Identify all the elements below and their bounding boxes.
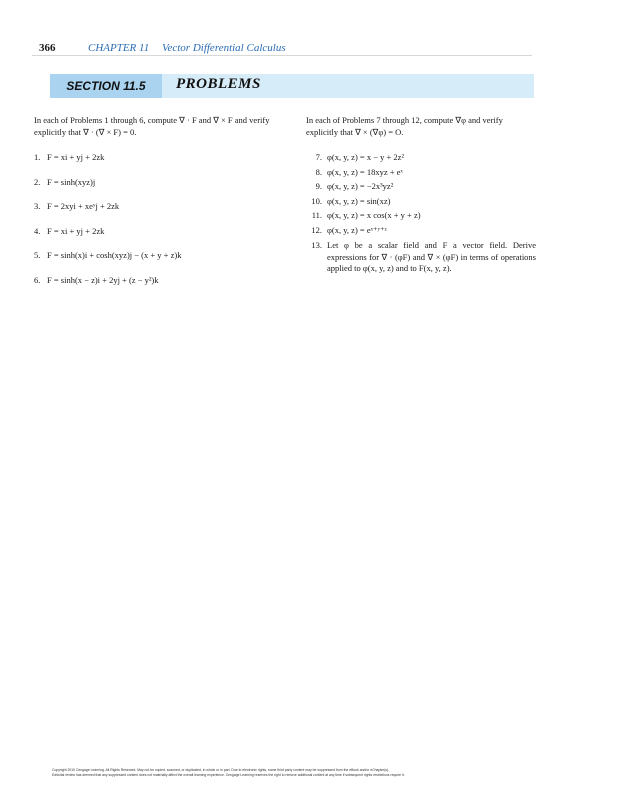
section-title: PROBLEMS <box>176 76 261 92</box>
section-tab <box>50 74 162 98</box>
header-rule <box>32 55 532 56</box>
problem-item <box>34 250 284 262</box>
problem-number: 13. <box>311 240 322 250</box>
copyright-line: Copyright 2010 Cengage Learning. All Rights Reserved. May not be copied, scanned, or duplicated, in whole or in part. Due to electronic rights, some third party content may be suppressed from the eBook and/or eChapter(s). <box>52 768 390 772</box>
problem-number: 11. <box>311 210 322 220</box>
left-column <box>34 115 284 299</box>
right-intro: In each of Problems 7 through 12, compute ∇φ and verify explicitly that ∇ × (∇φ) = O. <box>306 115 503 137</box>
running-head <box>88 42 286 54</box>
problem-number: 4. <box>34 225 41 236</box>
problem-number: 1. <box>34 152 41 162</box>
problem-item <box>306 196 536 208</box>
copyright-line: Editorial review has deemed that any suppressed content does not materially affect the overall learning experience. Cengage Learning reserves the right to remove additional content at any time if subsequent rights restrictions require it. <box>52 773 405 777</box>
section-label: SECTION 11.5 <box>66 79 146 93</box>
problem-number: 6. <box>34 274 41 285</box>
problem-item <box>306 225 536 237</box>
problem-item <box>34 201 284 213</box>
problem-item <box>34 275 284 287</box>
problem-item <box>306 240 536 275</box>
problem-item <box>306 152 536 164</box>
left-intro: In each of Problems 1 through 6, compute ∇ · F and ∇ × F and verify explicitly that ∇ · (∇ × F) = 0. <box>34 115 270 137</box>
chapter-title: Vector Differential Calculus <box>161 42 286 54</box>
problem-text: F = 2xyi + xeʸj + 2zk <box>47 201 120 211</box>
problem-item <box>34 177 284 189</box>
right-column <box>306 115 536 278</box>
copyright-footer <box>52 768 572 778</box>
problem-text: φ(x, y, z) = x cos(x + y + z) <box>327 210 421 220</box>
problem-item <box>306 210 536 222</box>
problem-number: 12. <box>311 224 322 235</box>
problem-number: 10. <box>311 195 322 206</box>
problem-item <box>34 152 284 164</box>
page-number: 366 <box>39 42 56 54</box>
problem-number: 9. <box>315 181 322 191</box>
problem-text: F = xi + yj + 2zk <box>47 152 105 162</box>
problem-text: Let φ be a scalar field and F a vector field. Derive expressions for ∇ · (φF) and ∇ × (φF) in terms of operations applied to φ(x, y, z) and to F(x, y, z). <box>327 240 536 273</box>
problem-item <box>306 167 536 179</box>
problem-number: 8. <box>315 166 322 177</box>
problem-item <box>306 181 536 193</box>
problem-text: φ(x, y, z) = 18xyz + eˣ <box>327 166 403 177</box>
problem-number: 2. <box>34 176 41 187</box>
problem-text: φ(x, y, z) = −2x³yz² <box>327 181 394 191</box>
chapter-number: CHAPTER 11 <box>88 42 150 54</box>
section-heading-band <box>50 74 534 98</box>
problem-number: 3. <box>34 201 41 211</box>
problem-text: F = sinh(x − z)i + 2yj + (z − y²)k <box>47 274 159 285</box>
problem-item <box>34 226 284 238</box>
problem-text: F = sinh(xyz)j <box>47 176 96 187</box>
problem-text: F = xi + yj + 2zk <box>47 225 105 236</box>
problem-number: 7. <box>315 152 322 162</box>
problem-text: φ(x, y, z) = eˣ⁺ʸ⁺ᶻ <box>327 224 387 235</box>
problem-text: φ(x, y, z) = x − y + 2z² <box>327 152 404 162</box>
problem-number: 5. <box>34 250 41 260</box>
problem-text: F = sinh(x)i + cosh(xyz)j − (x + y + z)k <box>47 250 182 260</box>
problem-text: φ(x, y, z) = sin(xz) <box>327 195 391 206</box>
